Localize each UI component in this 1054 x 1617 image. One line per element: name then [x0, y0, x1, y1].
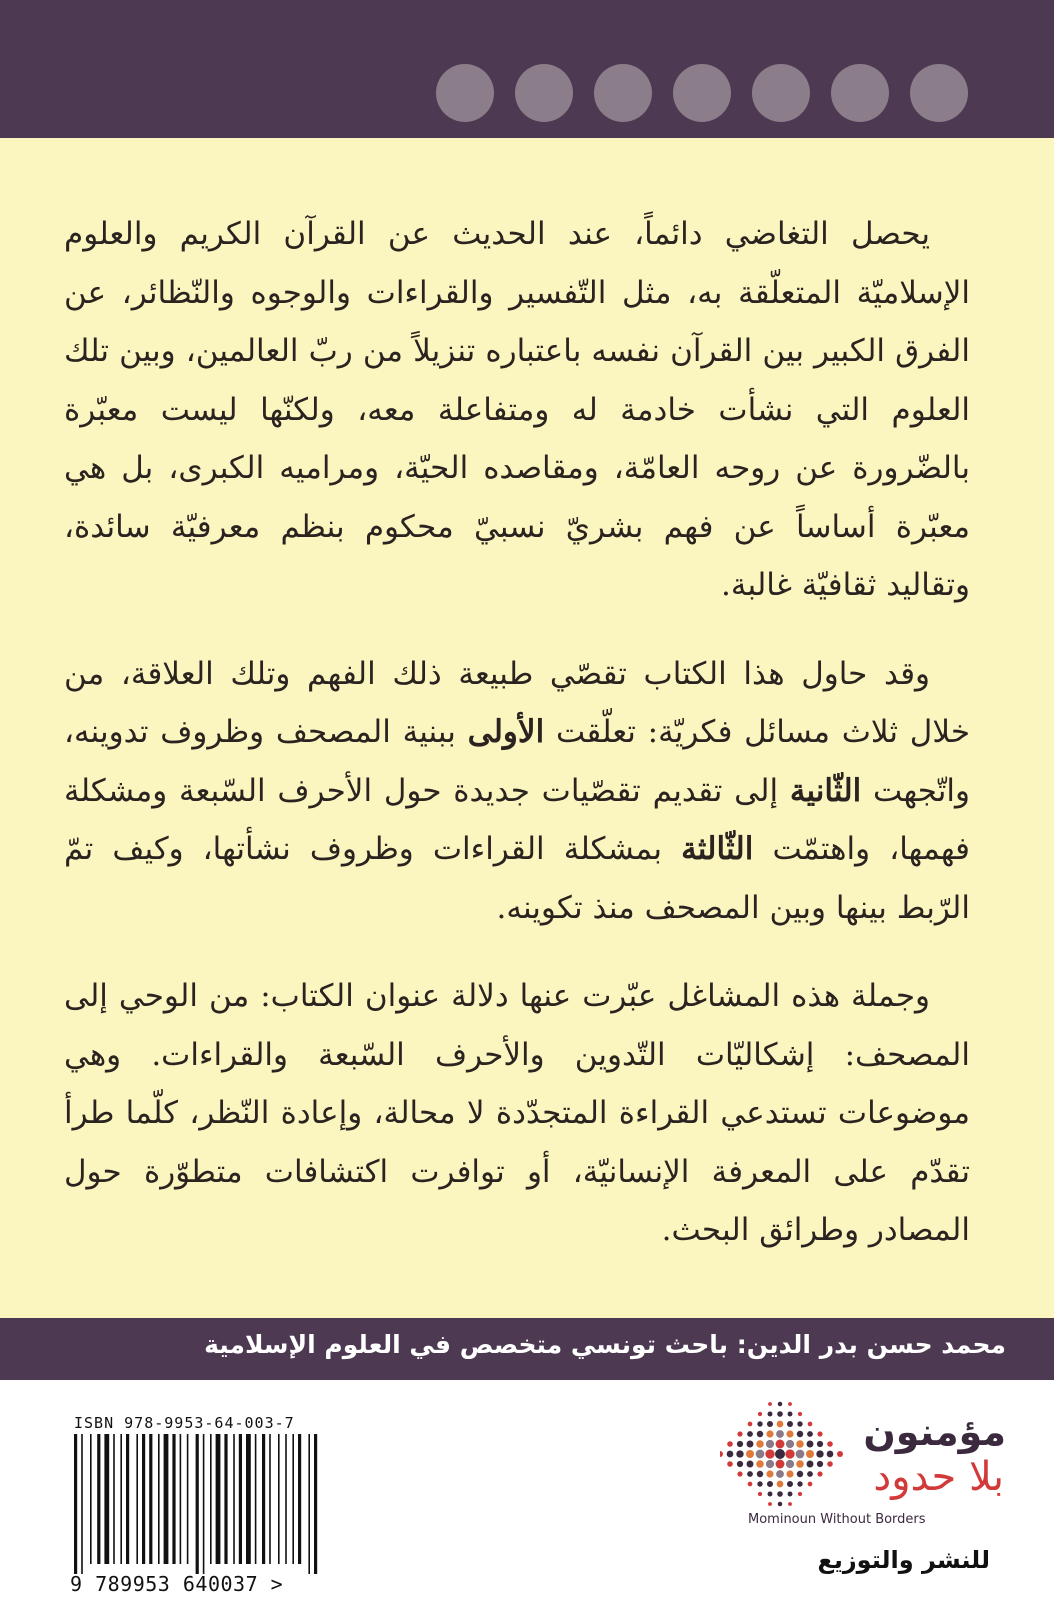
logo-dot — [787, 1481, 793, 1487]
barcode-bar — [262, 1434, 265, 1564]
bottom-area — [0, 1380, 1054, 1617]
logo-dot — [737, 1461, 743, 1467]
logo-dot — [756, 1460, 764, 1468]
barcode-bar — [269, 1434, 271, 1564]
dot-icon — [831, 64, 889, 122]
logo-dot — [748, 1482, 753, 1487]
paragraph-text: وقد حاول هذا الكتاب تقصّي طبيعة ذلك الفهم وتلك العلاقة، من خلال ثلاث مسائل فكريّة: تعلّقت — [64, 655, 970, 750]
paragraph-text: ببنية المصحف وظروف تدوينه، واتّجهت — [64, 714, 971, 809]
logo-dot — [757, 1431, 763, 1437]
logo-dot — [756, 1440, 764, 1448]
logo-dot — [727, 1461, 733, 1467]
barcode-bar — [180, 1434, 182, 1564]
barcode-bar — [164, 1434, 169, 1564]
barcode-bar — [298, 1434, 301, 1564]
logo-dot — [797, 1471, 803, 1477]
publisher-name-english: Mominoun Without Borders — [748, 1512, 926, 1527]
author-line: محمد حسن بدر الدين: باحث تونسي متخصص في العلوم الإسلامية — [204, 1330, 1006, 1359]
logo-dot — [737, 1431, 742, 1436]
emphasis-word: الثّالثة — [681, 831, 754, 867]
logo-dot — [817, 1441, 823, 1447]
barcode-bar — [187, 1434, 189, 1564]
blurb-paragraph — [64, 645, 970, 938]
logo-dot — [788, 1412, 793, 1417]
logo-dot — [766, 1460, 774, 1468]
blurb-paragraph — [64, 967, 970, 1260]
logo-dot — [775, 1449, 785, 1459]
logo-dot — [727, 1451, 734, 1458]
barcode-bar — [308, 1434, 310, 1574]
barcode-bar — [120, 1434, 122, 1564]
barcode-bar — [246, 1434, 251, 1564]
logo-dot — [727, 1441, 733, 1447]
logo-dot — [796, 1460, 804, 1468]
logo-dot — [827, 1441, 833, 1447]
barcode-bar — [196, 1434, 199, 1574]
barcode-bars-icon — [70, 1434, 370, 1574]
logo-dot — [808, 1422, 813, 1427]
logo-dot — [777, 1481, 784, 1488]
barcode-bar — [113, 1434, 115, 1564]
paragraph-text: إلى تقديم تقصّيات جديدة حول الأحرف السّبعة ومشكلة فهمها، واهتمّت — [64, 772, 970, 867]
logo-dot — [746, 1450, 754, 1458]
logo-dot — [765, 1449, 774, 1458]
logo-dot — [788, 1492, 793, 1497]
dot-icon — [673, 64, 731, 122]
logo-dot — [778, 1402, 783, 1407]
logo-dot — [766, 1440, 774, 1448]
logo-dot — [776, 1430, 784, 1438]
paragraph-text: وجملة هذه المشاغل عبّرت عنها دلالة عنوان الكتاب: من الوحي إلى المصحف: إشكاليّات التّدوين والأحرف السّبعة والقراءات. وهي موضوعات تستدعي القراءة المتجدّدة لا محالة، وإعادة النّظر، كلّما طرأ تقدّم على المعرفة الإنسانيّة، أو توافرت اكتشافات متطوّرة حول المصادر وطرائق البحث. — [64, 978, 970, 1248]
barcode-bar — [172, 1434, 175, 1564]
paragraph-text: يحصل التغاضي دائماً، عند الحديث عن القرآن الكريم والعلوم الإسلاميّة المتعلّقة به، مثل التّفسير والقراءات والوجوه والنّظائر، عن الفرق الكبير بين القرآن نفسه باعتباره تنزيلاً من ربّ العالمين، وبين تلك العلوم التي نشأت خادمة له ومتفاعلة معه، ولكنّها ليست معبّرة بالضّرورة عن روحه العامّة، ومقاصده الحيّة، ومراميه الكبرى، بل هي معبّرة أساساً عن فهم بشريّ نسبيّ محكوم بنظم معرفيّة سائدة، وتقاليد ثقافيّة غالبة. — [64, 216, 970, 603]
logo-dot — [797, 1421, 802, 1426]
logo-dot — [817, 1461, 823, 1467]
publisher-name-line2: بلا حدود — [873, 1454, 1004, 1500]
barcode-bar — [239, 1434, 242, 1564]
logo-dot — [786, 1430, 793, 1437]
isbn-digits: 9 789953 640037 > — [70, 1572, 284, 1596]
logo-dot — [747, 1461, 754, 1468]
logo-dot — [796, 1450, 805, 1459]
barcode-bar — [126, 1434, 129, 1564]
logo-dot — [786, 1470, 793, 1477]
logo-dot — [757, 1421, 762, 1426]
isbn-label: ISBN 978-9953-64-003-7 — [74, 1414, 295, 1432]
logo-dot — [807, 1461, 814, 1468]
top-band — [0, 0, 1054, 138]
blurb-paragraph — [64, 205, 970, 615]
logo-dot — [758, 1412, 762, 1416]
decorative-dots — [436, 64, 968, 122]
logo-dot — [720, 1451, 723, 1457]
barcode-bar — [90, 1434, 92, 1564]
logo-dot — [816, 1450, 823, 1457]
logo-dot — [766, 1430, 773, 1437]
logo-dot — [796, 1440, 804, 1448]
barcode-bar — [210, 1434, 212, 1564]
logo-dot — [776, 1440, 785, 1449]
logo-dot — [758, 1492, 762, 1496]
logo-dot — [777, 1421, 784, 1428]
dot-icon — [515, 64, 573, 122]
logo-dot — [788, 1502, 792, 1506]
logo-dot — [777, 1491, 783, 1497]
logo-dot — [747, 1441, 754, 1448]
logo-dot — [737, 1441, 743, 1447]
logo-dot — [785, 1449, 794, 1458]
barcode — [70, 1414, 380, 1604]
logo-dot — [827, 1451, 834, 1458]
logo-dot — [797, 1481, 802, 1486]
dotted-diamond-logo-icon — [720, 1394, 850, 1514]
barcode-bar — [314, 1434, 317, 1574]
logo-dot — [808, 1482, 813, 1487]
logo-dot — [798, 1492, 802, 1496]
logo-dot — [768, 1502, 772, 1506]
logo-dot — [787, 1421, 793, 1427]
logo-dot — [768, 1402, 772, 1406]
logo-dot — [767, 1481, 773, 1487]
barcode-bar — [142, 1434, 145, 1564]
barcode-bar — [255, 1434, 257, 1564]
logo-dot — [827, 1461, 833, 1467]
logo-dot — [807, 1471, 813, 1477]
barcode-bar — [104, 1434, 109, 1564]
logo-dot — [767, 1421, 773, 1427]
author-band — [0, 1318, 1054, 1380]
logo-dot — [786, 1440, 794, 1448]
logo-dot — [837, 1451, 843, 1457]
dot-icon — [752, 64, 810, 122]
publisher-tagline: للنشر والتوزيع — [817, 1546, 990, 1574]
emphasis-word: الثّانية — [789, 772, 862, 809]
logo-dot — [807, 1441, 814, 1448]
logo-dot — [788, 1402, 792, 1406]
publisher-name-line1: مؤمنون — [863, 1410, 1006, 1454]
logo-dot — [736, 1450, 743, 1457]
dot-icon — [436, 64, 494, 122]
logo-dot — [806, 1450, 814, 1458]
publisher-logo — [720, 1394, 1020, 1604]
dot-icon — [594, 64, 652, 122]
logo-dot — [817, 1431, 822, 1436]
logo-dot — [757, 1481, 762, 1486]
barcode-bar — [158, 1434, 160, 1564]
barcode-bar — [81, 1434, 83, 1574]
barcode-bar — [278, 1434, 280, 1564]
logo-dot — [776, 1470, 784, 1478]
barcode-bar — [136, 1434, 138, 1564]
logo-dot — [768, 1492, 773, 1497]
paragraph-text: بمشكلة القراءات وظروف نشأتها، وكيف تمّ الرّبط بينها وبين المصحف منذ تكوينه. — [64, 831, 970, 926]
logo-dot — [747, 1471, 753, 1477]
barcode-bar — [203, 1434, 205, 1574]
logo-dot — [786, 1460, 794, 1468]
logo-dot — [776, 1460, 785, 1469]
barcode-bar — [97, 1434, 100, 1564]
dot-icon — [910, 64, 968, 122]
blurb-text — [64, 205, 970, 1290]
logo-dot — [756, 1450, 765, 1459]
logo-dot — [768, 1412, 773, 1417]
logo-dot — [747, 1431, 753, 1437]
emphasis-word: الأولى — [467, 714, 545, 750]
barcode-bar — [216, 1434, 221, 1564]
logo-dot — [777, 1411, 783, 1417]
barcode-bar — [74, 1434, 77, 1574]
barcode-bar — [285, 1434, 287, 1564]
logo-dot — [766, 1470, 773, 1477]
barcode-bar — [233, 1434, 235, 1564]
logo-dot — [737, 1471, 742, 1476]
logo-dot — [748, 1422, 753, 1427]
barcode-bar — [149, 1434, 152, 1564]
logo-dot — [817, 1471, 822, 1476]
logo-dot — [807, 1431, 813, 1437]
logo-dot — [778, 1502, 783, 1507]
logo-dot — [798, 1412, 802, 1416]
barcode-bar — [292, 1434, 294, 1564]
logo-dot — [757, 1471, 763, 1477]
barcode-bar — [224, 1434, 227, 1564]
logo-dot — [797, 1431, 803, 1437]
